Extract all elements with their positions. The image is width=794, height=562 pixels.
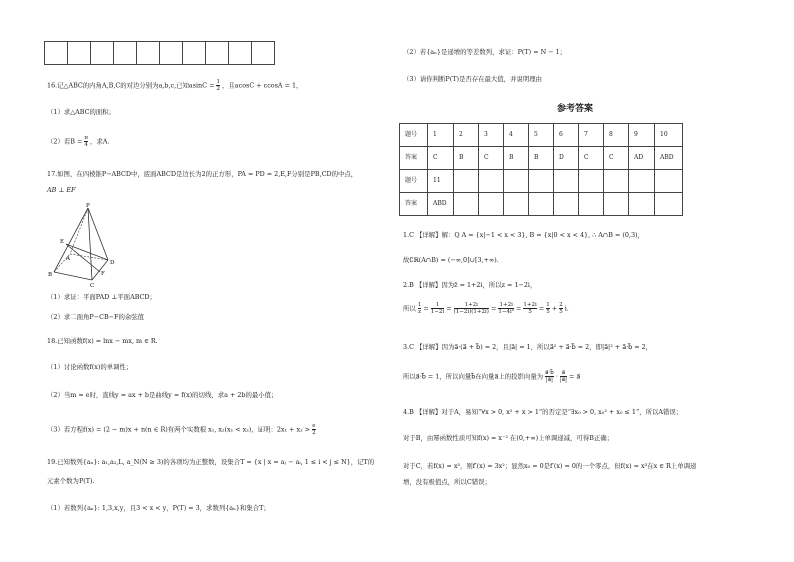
solution-3-line1: 3.C 【详解】因为a⃗·(a⃗ + b⃗) = 2，且|a⃗| = 1，所以a⃗² + a⃗·b⃗ = 2，即|a⃗|² + a⃗·b⃗ = 2， <box>403 343 653 351</box>
q19-stem-line2: 元素个数为P(T). <box>47 477 95 485</box>
table-cell: 10 <box>655 124 683 147</box>
table-cell: 3 <box>479 124 504 147</box>
solution-1-line1: 1.C 【详解】解：Q A = {x|−1 < x < 3}, B = {x|0 < x < 4}, ∴ A∩B = (0,3)， <box>403 231 644 239</box>
table-cell: 6 <box>554 124 579 147</box>
grid-cell <box>91 42 114 65</box>
q19-stem-line1: 19.已知数列{aₙ}: a₁,a₂,L, a_N(N ≥ 3)的各项均为正整数，设集合T = {x | x = aⱼ − aᵢ, 1 ≤ i < j ≤ N}，记T的 <box>47 458 375 466</box>
q19-part3: （3）请你判断P(T)是否存在最大值，并说明理由 <box>403 75 543 83</box>
fraction: $\frac{\pi}{4}$ <box>84 135 88 148</box>
table-cell: ABD <box>428 193 454 216</box>
table-row <box>400 124 683 147</box>
table-cell <box>479 193 504 216</box>
label-P: P <box>86 203 90 209</box>
q18-part2: （2）当m = e时，直线y = ax + b是曲线y = f(x)的切线，求a + 2b的最小值； <box>47 391 278 399</box>
label-F: F <box>101 271 105 277</box>
table-cell <box>454 193 479 216</box>
grid-cell <box>114 42 137 65</box>
table-cell: C <box>579 147 604 170</box>
fraction: $\frac{e}{2}$ <box>312 423 316 436</box>
table-cell <box>604 193 629 216</box>
table-row <box>400 170 683 193</box>
answer-key-title: 参考答案 <box>556 104 593 114</box>
table-cell: 1 <box>428 124 454 147</box>
table-cell: B <box>454 147 479 170</box>
grid-cell <box>160 42 183 65</box>
grid-cell <box>68 42 91 65</box>
q17-part2: （2）求二面角P−CB−F的余弦值 <box>47 313 145 321</box>
table-cell <box>579 170 604 193</box>
table-cell: C <box>604 147 629 170</box>
table-cell <box>504 193 529 216</box>
solution-2-line1: 2.B 【详解】因为z̄ = 1+2i，所以z = 1−2i， <box>403 281 537 289</box>
grid-cell <box>45 42 68 65</box>
table-cell: C <box>428 147 454 170</box>
table-cell <box>629 193 655 216</box>
table-row <box>400 193 683 216</box>
label-B: B <box>48 272 53 278</box>
solution-3-line2: 所以a⃗·b⃗ = 1，所以向量b⃗在向量a⃗上的投影向量为 $\frac{a⃗\cdot b⃗}{|a⃗|}$ · $\frac{a⃗}{|a⃗|}$ = a⃗ <box>403 370 581 383</box>
table-cell: ABD <box>655 147 683 170</box>
table-cell: 2 <box>454 124 479 147</box>
table-cell: AD <box>629 147 655 170</box>
table-cell: 题号 <box>400 170 428 193</box>
q17-part1: （1）求证：平面PAD ⊥平面ABCD； <box>47 293 156 301</box>
table-cell <box>529 193 554 216</box>
q17-stem-line1: 17.如图，在四棱锥P−ABCD中，底面ABCD是边长为2的正方形，PA = PD = 2,E,F分别是PB,CD的中点， <box>47 170 358 178</box>
table-cell <box>554 170 579 193</box>
table-cell <box>479 170 504 193</box>
solution-4-line2: 对于B，由幂函数性质可知f(x) = x⁻² 在(0,+∞)上单调递减，可得B正确； <box>403 434 614 442</box>
table-cell: D <box>554 147 579 170</box>
q19-part2: （2）若{aₙ}是递增的等差数列，求证：P(T) = N − 1； <box>403 48 567 56</box>
table-cell: 8 <box>604 124 629 147</box>
table-row <box>400 147 683 170</box>
q18-part1: （1）讨论函数f(x)的单调性； <box>47 363 133 371</box>
table-cell <box>504 170 529 193</box>
table-cell <box>629 170 655 193</box>
table-cell <box>579 193 604 216</box>
grid-cell <box>137 42 160 65</box>
table-cell: 题号 <box>400 124 428 147</box>
q18-stem: 18.已知函数f(x) = lnx − mx, m ∈ R. <box>47 337 158 345</box>
table-cell: B <box>529 147 554 170</box>
solution-4-line3: 对于C，若f(x) = x³，则f′(x) = 3x²；显然x₀ = 0是f′(x) = 0的一个零点，但f(x) = x³在x ∈ R上单调递 <box>403 462 697 470</box>
label-A: A <box>66 256 70 262</box>
table-cell: 11 <box>428 170 454 193</box>
solution-1-line2: 故∁ℝ(A∩B) = (−∞,0]∪[3,+∞). <box>403 256 499 264</box>
q16-part1: （1）求△ABC的面积； <box>47 108 116 116</box>
table-cell <box>604 170 629 193</box>
table-cell: 9 <box>629 124 655 147</box>
table-cell: 7 <box>579 124 604 147</box>
q19-part1: （1）若数列{aₙ}: 1,3,x,y，且3 < x < y，P(T) = 3，求数列{aₙ}和集合T； <box>47 504 270 512</box>
table-cell <box>655 193 683 216</box>
grid-cell <box>206 42 229 65</box>
fraction: $\frac{1}{2}$ <box>216 79 220 92</box>
table-cell: B <box>504 147 529 170</box>
grid-cell <box>229 42 252 65</box>
grid-cell <box>252 42 275 65</box>
answer-grid-top <box>44 41 275 65</box>
q16-part2: （2）若B = $\frac{\pi}{4}$ ，求A. <box>47 135 110 148</box>
table-cell <box>454 170 479 193</box>
label-E: E <box>60 239 65 245</box>
q16-stem: 16.记△ABC的内角A,B,C的对边分别为a,b,c,已知asinC = $\frac{1}{2}$ ，且acosC + ccosA = 1， <box>47 79 303 92</box>
answer-table <box>399 123 683 216</box>
grid-cell <box>183 42 206 65</box>
table-cell: 5 <box>529 124 554 147</box>
solution-2-line2: 所以 $\frac{1}{z}$ = $\frac{1}{1-2i}$ = $\frac{1+2i}{(1-2i)(1+2i)}$ = $\frac{1+2i}{\text{1−4i²}}$ = $\frac{1+2i}{5}$ = $\frac{1}{5}$ + $\frac{2}{5}$ i. <box>403 302 569 315</box>
table-cell: 答案 <box>400 193 428 216</box>
label-C: C <box>90 283 95 288</box>
pyramid-figure <box>44 200 124 288</box>
q17-stem-line2: AB ⊥ EF <box>47 186 76 194</box>
q18-part3: （3）若方程f(x) = (2 − m)x + n(n ∈ R)有两个实数根 x₁, x₂(x₁ < x₂)，证明：2x₁ + x₂ > $\frac{e}{2}$ <box>47 423 316 436</box>
label-D: D <box>110 260 115 266</box>
solution-4-line4: 增，没有极值点，所以C错误； <box>403 478 491 486</box>
table-cell <box>554 193 579 216</box>
solution-4-line1: 4.B 【详解】对于A，易知“∀x > 0, x² + x > 1”的否定是“∃x₀ > 0, x₀² + x₀ ≤ 1”，所以A错误； <box>403 408 683 416</box>
table-cell: 答案 <box>400 147 428 170</box>
table-cell: 4 <box>504 124 529 147</box>
table-cell: C <box>479 147 504 170</box>
table-cell <box>529 170 554 193</box>
table-cell <box>655 170 683 193</box>
